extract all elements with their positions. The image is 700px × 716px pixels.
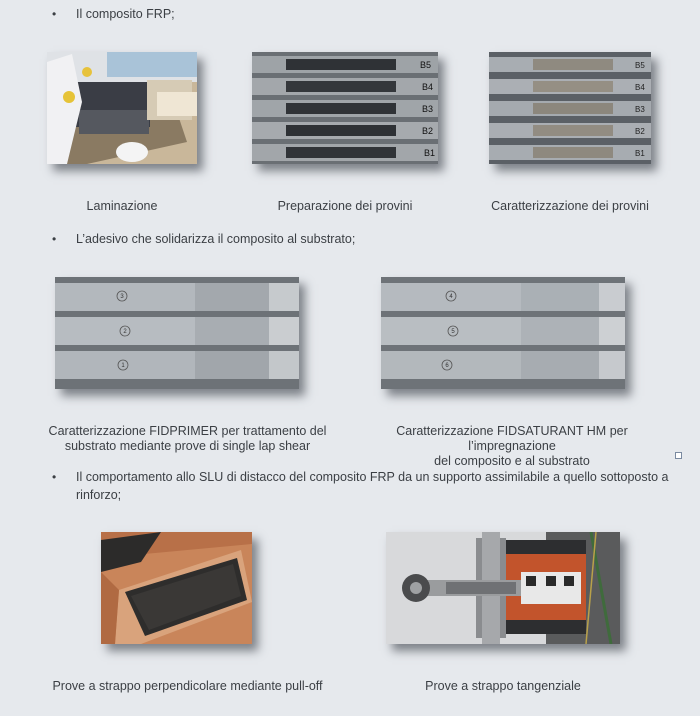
specimen-number: 4: [449, 294, 453, 300]
specimen-label: B3: [635, 105, 645, 114]
bullet-dot: •: [52, 470, 57, 484]
specimen-label: B5: [635, 61, 645, 70]
specimen-preparation-caption: Preparazione dei provini: [277, 199, 413, 213]
pull-off-test-photo: [101, 532, 252, 644]
tangential-pull-caption: Prove a strappo tangenziale: [425, 679, 581, 693]
specimen-number: 3: [120, 294, 124, 300]
specimen-label: B5: [420, 60, 432, 70]
specimen-label: B1: [635, 149, 645, 158]
pull-off-caption: Prove a strappo perpendicolare mediante pull-off: [52, 679, 323, 693]
bullet-text: L’adesivo che solidarizza il composito al substrato;: [76, 232, 356, 246]
lamination-photo: [47, 52, 197, 164]
specimen-label: B4: [635, 83, 645, 92]
caption-line: substrato mediante prove di single lap shear: [64, 439, 311, 453]
specimen-label: B2: [422, 126, 434, 136]
specimen-label: B3: [422, 104, 434, 114]
specimen-number: 6: [445, 363, 449, 369]
specimen-characterization-caption: Caratterizzazione dei provini: [491, 199, 649, 213]
caption-line: Caratterizzazione FIDPRIMER per trattamento del: [48, 424, 327, 438]
small-square-marker: [675, 452, 682, 459]
specimen-number: 1: [121, 363, 125, 369]
bullet-dot: •: [52, 7, 57, 21]
tangential-pull-test-photo: [386, 532, 620, 644]
specimen-number: 2: [123, 329, 127, 335]
fidprimer-caption: [35, 424, 340, 454]
specimen-preparation-photo: [252, 52, 438, 164]
specimen-label: B4: [422, 82, 434, 92]
bullet-dot: •: [52, 232, 57, 246]
caption-line: Caratterizzazione FIDSATURANT HM per l’impregnazione: [396, 424, 628, 453]
fidsaturant-caption: [352, 424, 672, 469]
specimen-label: B1: [424, 148, 436, 158]
lamination-caption: Laminazione: [86, 199, 158, 213]
specimen-label: B2: [635, 127, 645, 136]
fidprimer-specimens-photo: [55, 277, 299, 389]
bullet-text: Il comportamento allo SLU di distacco del composito FRP da un supporto assimilabile a quello sottoposto a rinforzo;: [76, 470, 669, 502]
caption-line: del composito e al substrato: [434, 454, 590, 468]
fidsaturant-specimens-photo: [381, 277, 625, 389]
specimen-number: 5: [451, 329, 455, 335]
bullet-text: Il composito FRP;: [76, 7, 175, 21]
specimen-characterization-photo: [489, 52, 651, 164]
